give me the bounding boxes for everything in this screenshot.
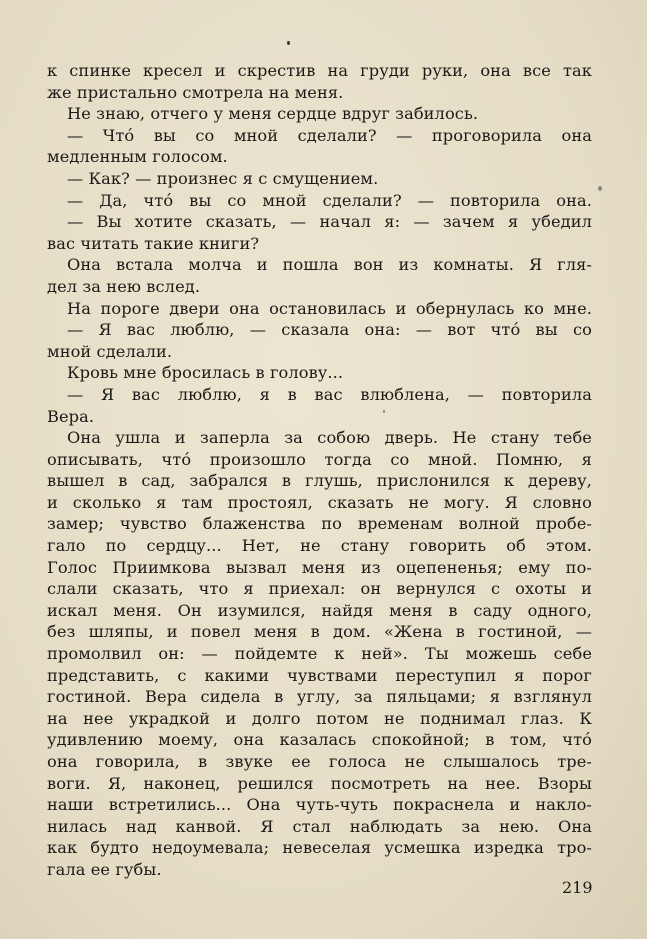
text-line: Голос Приимкова вызвал меня из оцепененья; ему по-	[47, 557, 592, 577]
text-line: замер; чувство блаженства по временам волной пробе-	[47, 514, 592, 534]
text-line: — Я вас люблю, я в вас влюблена, — повторила	[67, 384, 592, 404]
text-line: удивлению моему, она казалась спокойной; в том, что́	[47, 730, 592, 750]
text-line: Она встала молча и пошла вон из комнаты. Я гля-	[67, 255, 592, 275]
text-line: мной сделали.	[47, 341, 173, 361]
text-line: же пристально смотрела на меня.	[47, 82, 344, 102]
text-line: — Что́ вы со мной сделали? — проговорила она	[67, 125, 592, 145]
ink-speck	[598, 186, 602, 191]
text-line: — Как? — произнес я с смущением.	[67, 168, 379, 188]
text-line: вышел в сад, забрался в глушь, прислонился к дереву,	[47, 471, 592, 491]
text-line: медленным голосом.	[47, 147, 228, 167]
text-line: искал меня. Он изумился, найдя меня в саду одного,	[47, 600, 592, 620]
text-line: представить, с какими чувствами переступил я порог	[47, 665, 592, 685]
text-line: Она ушла и заперла за собою дверь. Не стану тебе	[67, 428, 592, 448]
text-line: наши встретились... Она чуть-чуть покраснела и накло-	[47, 795, 592, 815]
text-line: и сколько я там простоял, сказать не могу. Я словно	[47, 492, 592, 512]
text-line: дел за нею вслед.	[47, 276, 201, 296]
text-line: гало по сердцу... Нет, не стану говорить об этом.	[47, 536, 592, 556]
ink-speck	[287, 41, 290, 45]
text-line: к спинке кресел и скрестив на груди руки, она все так	[47, 61, 592, 80]
text-line: гостиной. Вера сидела в углу, за пяльцами; я взглянул	[47, 687, 592, 707]
text-line: Не знаю, отчего у меня сердце вдруг забилось.	[67, 104, 479, 124]
text-line: гала ее губы.	[47, 859, 162, 879]
text-line: она говорила, в звуке ее голоса не слышалось тре-	[47, 752, 592, 771]
text-line: нилась над канвой. Я стал наблюдать за нею. Она	[47, 816, 592, 836]
text-line: — Вы хотите сказать, — начал я: — зачем я убедил	[67, 212, 592, 232]
text-line: вас читать такие книги?	[47, 233, 260, 253]
text-line: воги. Я, наконец, решился посмотреть на нее. Взоры	[47, 773, 592, 793]
text-line: — Да, что́ вы со мной сделали? — повторила она.	[67, 190, 592, 210]
text-line: — Я вас люблю, — сказала она: — вот что́ вы со	[67, 320, 592, 340]
text-line: слали сказать, что я приехал: он вернулся с охоты и	[47, 579, 592, 599]
text-line: описывать, что́ произошло тогда со мной. Помню, я	[47, 449, 592, 469]
text-line: Кровь мне бросилась в голову...	[67, 363, 344, 383]
text-line: на нее украдкой и долго потом не поднимал глаз. К	[47, 708, 592, 728]
text-line: На пороге двери она остановилась и обернулась ко мне.	[67, 298, 592, 318]
text-line: без шляпы, и повел меня в дом. «Жена в гостиной, —	[47, 622, 592, 642]
page-text	[47, 60, 592, 881]
text-line: Вера.	[47, 406, 95, 426]
text-line: как будто недоумевала; невеселая усмешка изредка тро-	[47, 838, 592, 858]
text-line: промолвил он: — пойдемте к ней». Ты можешь себе	[47, 644, 592, 664]
page-number: 219	[562, 878, 593, 897]
